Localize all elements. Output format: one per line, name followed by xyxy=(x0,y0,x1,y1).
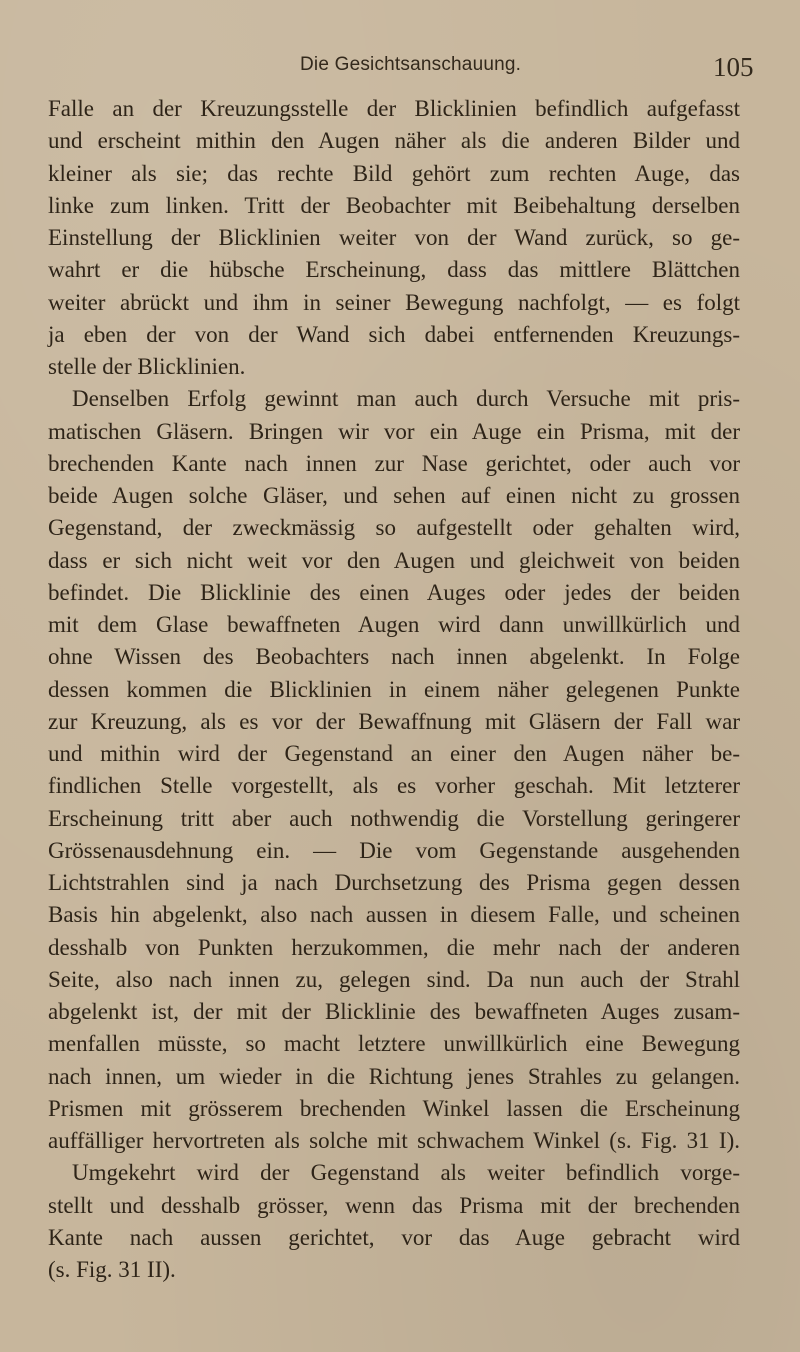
text-line: Denselben Erfolg gewinnt man auch durch Versuche mit pris- xyxy=(72,386,740,412)
text-line: (s. Fig. 31 II). xyxy=(48,1257,176,1282)
text-line: Umgekehrt wird der Gegenstand als weiter befindlich vorge- xyxy=(72,1160,740,1186)
text-line: Lichtstrahlen sind ja nach Durchsetzung des Prisma gegen dessen xyxy=(48,870,740,895)
text-line: desshalb von Punkten herzukommen, die mehr nach der anderen xyxy=(48,934,740,960)
text-line: auffälliger hervortreten als solche mit schwachem Winkel (s. Fig. 31 I). xyxy=(48,1128,740,1153)
text-line: Falle an der Kreuzungsstelle der Blicklinien befindlich aufgefasst xyxy=(48,96,740,121)
text-line: weiter abrückt und ihm in seiner Bewegung nachfolgt, — es folgt xyxy=(48,289,740,315)
text-line: Prismen mit grösserem brechenden Winkel lassen die Erscheinung xyxy=(48,1095,740,1121)
text-line: Grössenausdehnung ein. — Die vom Gegenstande ausgehenden xyxy=(48,837,740,863)
text-line: abgelenkt ist, der mit der Blicklinie des bewaffneten Auges zusam- xyxy=(48,999,740,1024)
text-line: mit dem Glase bewaffneten Augen wird dann unwillkürlich und xyxy=(48,612,740,637)
text-line: Seite, also nach innen zu, gelegen sind. Da nun auch der Strahl xyxy=(48,966,740,992)
text-line: beide Augen solche Gläser, und sehen auf einen nicht zu grossen xyxy=(48,483,740,508)
text-line: stellt und desshalb grösser, wenn das Prisma mit der brechenden xyxy=(48,1192,740,1218)
text-line: zur Kreuzung, als es vor der Bewaffnung mit Gläsern der Fall war xyxy=(48,708,740,734)
body-text xyxy=(48,93,740,1286)
text-line: Basis hin abgelenkt, also nach aussen in diesem Falle, und scheinen xyxy=(48,902,740,928)
text-line: Gegenstand, der zweckmässig so aufgestellt oder gehalten wird, xyxy=(48,515,740,541)
text-line: dessen kommen die Blicklinien in einem näher gelegenen Punkte xyxy=(48,676,740,702)
text-line: Erscheinung tritt aber auch nothwendig die Vorstellung geringerer xyxy=(48,805,740,831)
text-line: menfallen müsste, so macht letztere unwillkürlich eine Bewegung xyxy=(48,1031,740,1057)
text-line: stelle der Blicklinien. xyxy=(48,354,246,379)
text-line: ohne Wissen des Beobachters nach innen abgelenkt. In Folge xyxy=(48,644,740,670)
running-head xyxy=(0,52,800,88)
text-line: findlichen Stelle vorgestellt, als es vorher geschah. Mit letzterer xyxy=(48,773,740,799)
text-line: wahrt er die hübsche Erscheinung, dass das mittlere Blättchen xyxy=(48,257,740,283)
text-line: linke zum linken. Tritt der Beobachter mit Beibehaltung derselben xyxy=(48,192,740,218)
text-line: dass er sich nicht weit vor den Augen und gleichweit von beiden xyxy=(48,547,740,573)
text-line: befindet. Die Blicklinie des einen Auges oder jedes der beiden xyxy=(48,579,740,605)
text-line: kleiner als sie; das rechte Bild gehört zum rechten Auge, das xyxy=(48,160,740,186)
page-number: 105 xyxy=(713,52,754,82)
text-line: Einstellung der Blicklinien weiter von der Wand zurück, so ge- xyxy=(48,225,740,250)
text-line: Kante nach aussen gerichtet, vor das Auge gebracht wird xyxy=(48,1224,740,1250)
text-line: und mithin wird der Gegenstand an einer den Augen näher be- xyxy=(48,741,740,766)
text-line: matischen Gläsern. Bringen wir vor ein Auge ein Prisma, mit der xyxy=(48,418,740,444)
text-line: und erscheint mithin den Augen näher als die anderen Bilder und xyxy=(48,128,740,154)
text-line: nach innen, um wieder in die Richtung jenes Strahles zu gelangen. xyxy=(48,1063,740,1089)
running-title: Die Gesichtsanschauung. xyxy=(300,54,522,75)
text-line: brechenden Kante nach innen zur Nase gerichtet, oder auch vor xyxy=(48,450,740,476)
text-line: ja eben der von der Wand sich dabei entfernenden Kreuzungs- xyxy=(48,321,740,347)
